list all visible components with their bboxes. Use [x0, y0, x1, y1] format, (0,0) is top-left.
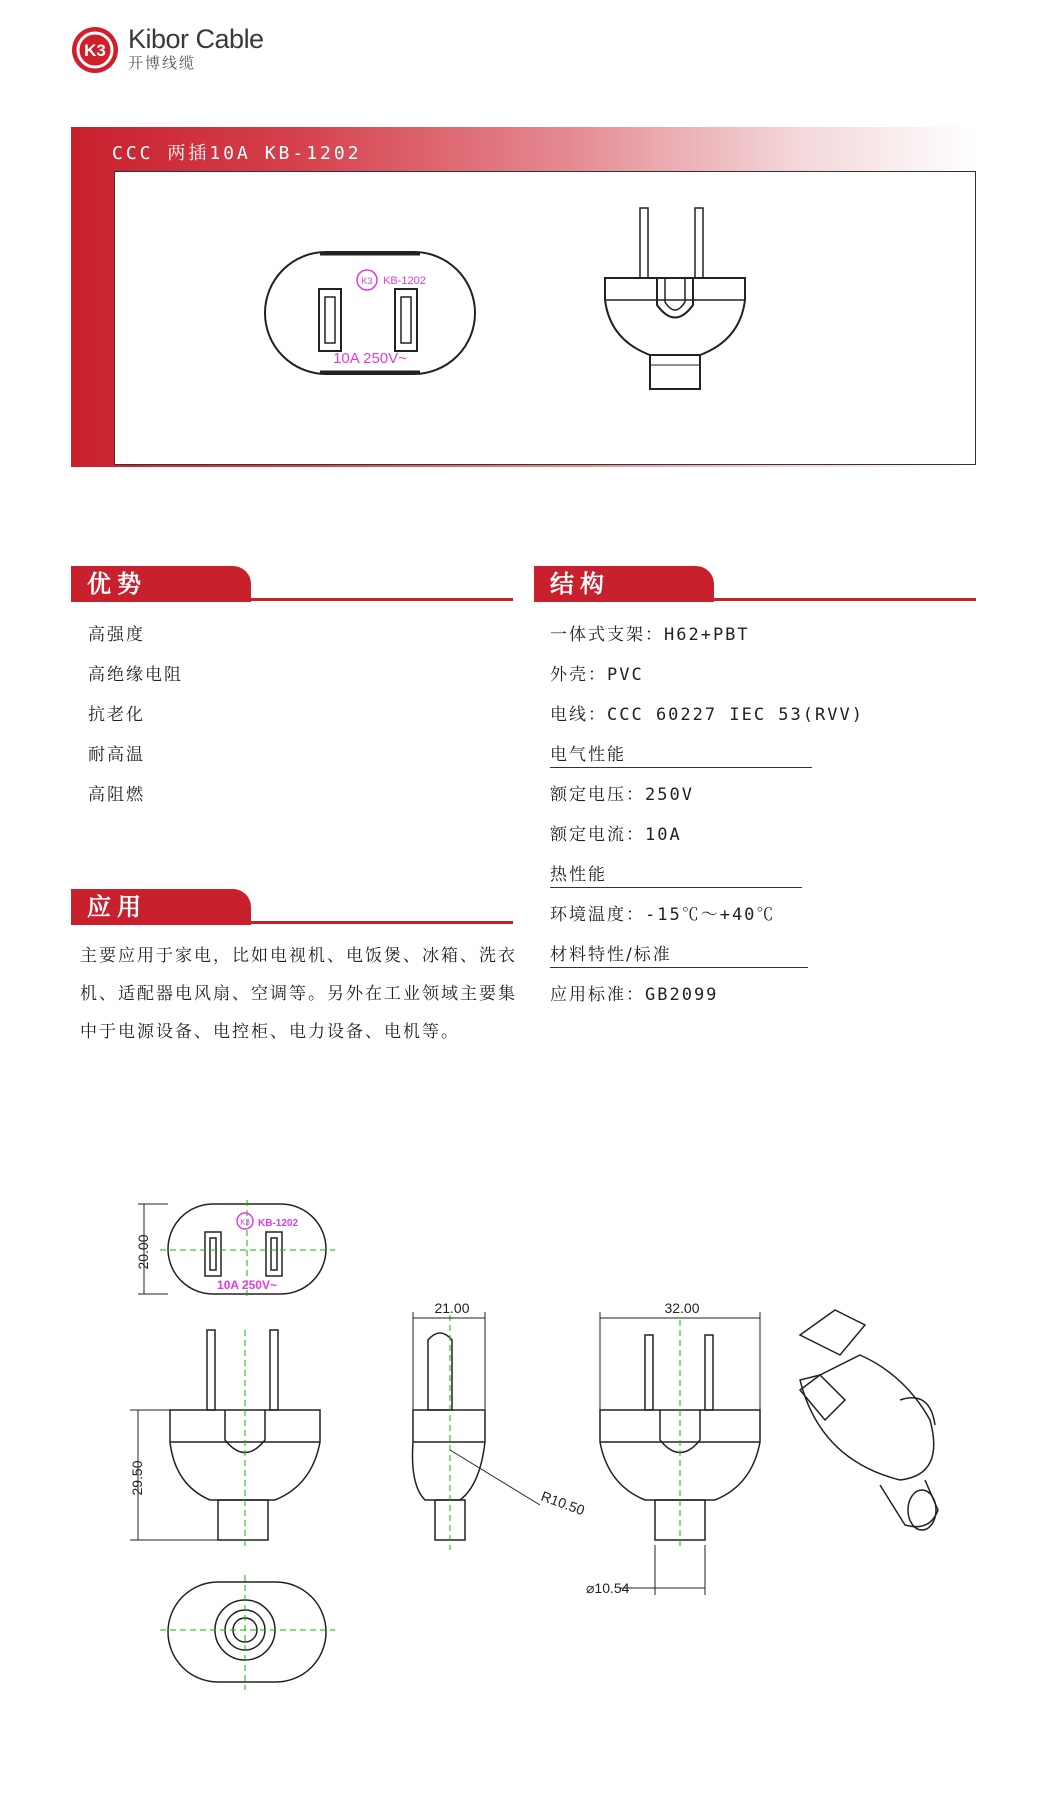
structure-line: 一体式支架：H62+PBT [550, 625, 750, 645]
svg-text:⌀10.54: ⌀10.54 [586, 1580, 630, 1596]
svg-text:R10.50: R10.50 [538, 1487, 587, 1519]
structure-divider [534, 598, 976, 601]
product-title: CCC 两插10A KB-1202 [112, 143, 362, 164]
advantages-divider [71, 598, 513, 601]
electrical-heading: 电气性能 [550, 740, 812, 768]
svg-text:21.00: 21.00 [434, 1300, 470, 1316]
application-text: 主要应用于家电，比如电视机、电饭煲、冰箱、洗衣机、适配器电风扇、空调等。另外在工业领域主要集中于电源设备、电控柜、电力设备、电机等。 [80, 946, 517, 1042]
application-divider [71, 921, 513, 924]
thermal-line: 环境温度：-15℃～+40℃ [550, 905, 776, 925]
svg-text:29.50: 29.50 [129, 1460, 145, 1496]
svg-text:20.00: 20.00 [135, 1234, 151, 1270]
advantage-item: 高阻燃 [88, 785, 145, 805]
advantage-item: 高绝缘电阻 [88, 665, 183, 685]
structure-line: 电线：CCC 60227 IEC 53(RVV) [550, 705, 864, 725]
svg-text:KB-1202: KB-1202 [258, 1218, 299, 1229]
brand-name-en: Kibor Cable [128, 24, 264, 54]
structure-list [550, 620, 970, 1020]
plug-face-photo [235, 202, 505, 412]
advantage-item: 耐高温 [88, 745, 145, 765]
kibor-logo-icon [70, 25, 120, 75]
technical-drawing [0, 1180, 1050, 1740]
svg-text:K3: K3 [84, 41, 106, 60]
svg-text:10A 250V~: 10A 250V~ [333, 350, 407, 367]
material-line: 应用标准：GB2099 [550, 985, 719, 1005]
svg-text:10A 250V~: 10A 250V~ [217, 1278, 277, 1292]
electrical-line: 额定电压：250V [550, 785, 694, 805]
svg-text:32.00: 32.00 [664, 1300, 700, 1316]
advantages-list [88, 620, 183, 820]
thermal-heading: 热性能 [550, 860, 802, 888]
svg-text:K3: K3 [361, 276, 373, 286]
advantage-item: 高强度 [88, 625, 145, 645]
structure-line: 外壳：PVC [550, 665, 644, 685]
svg-text:K3: K3 [240, 1218, 250, 1227]
brand-name-cn: 开博线缆 [128, 54, 197, 72]
advantages-heading: 优势 [71, 566, 251, 602]
svg-text:KB-1202: KB-1202 [383, 275, 426, 287]
product-image-panel [114, 171, 976, 465]
plug-side-photo [585, 190, 765, 410]
electrical-line: 额定电流：10A [550, 825, 682, 845]
advantage-item: 抗老化 [88, 705, 145, 725]
material-heading: 材料特性/标准 [550, 940, 808, 968]
application-heading: 应用 [71, 889, 251, 925]
structure-heading: 结构 [534, 566, 714, 602]
